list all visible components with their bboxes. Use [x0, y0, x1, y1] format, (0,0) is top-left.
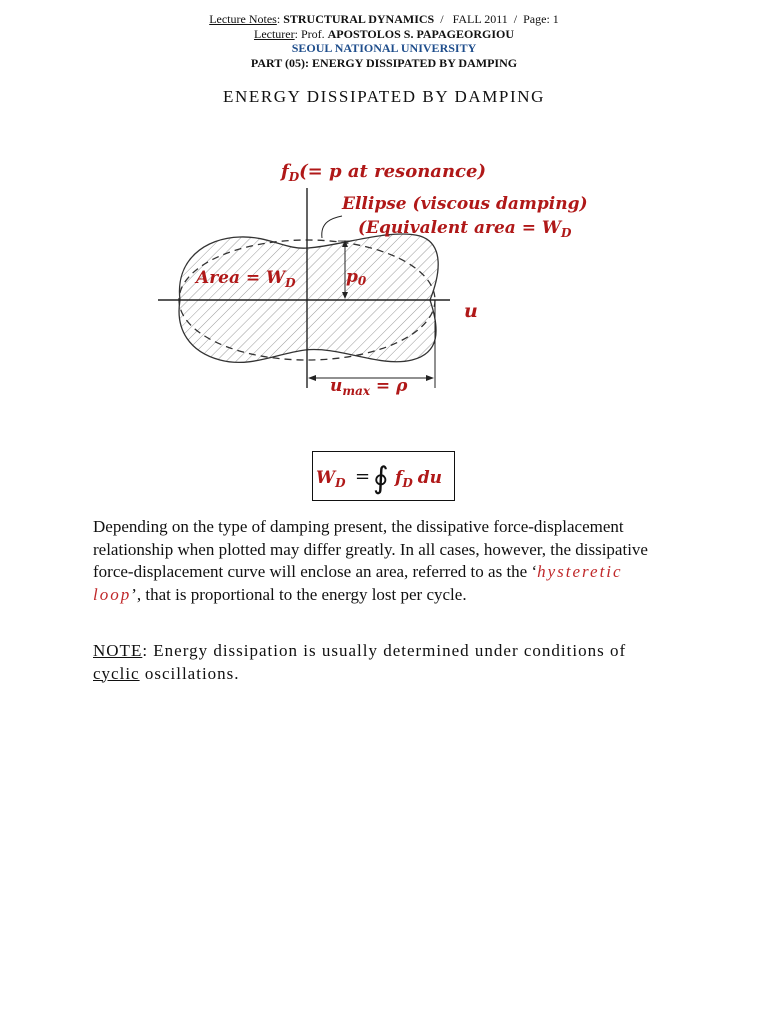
contour-integral-icon: ∮	[373, 461, 389, 496]
fd-axis-label: $f_D(= p$ at resonance)	[281, 161, 486, 184]
umax-label: $u_{max} = \rho$	[330, 376, 408, 398]
cyclic-term: cyclic	[93, 663, 140, 683]
area-label: Area = $W_D$	[196, 268, 296, 290]
p0-label: p0	[346, 267, 367, 288]
note-paragraph: NOTE: Energy dissipation is usually determined under conditions of cyclic oscillations.	[93, 641, 627, 683]
term: FALL 2011	[452, 12, 508, 26]
energy-equation	[313, 452, 454, 500]
svg-text:fDdu: $f_D$ du	[395, 468, 442, 490]
university: SEOUL NATIONAL UNIVERSITY	[291, 41, 477, 55]
ellipse-label-line1: Ellipse (viscous damping)	[342, 194, 588, 214]
lecturer-label: Lecturer	[253, 26, 295, 41]
part-title: PART (05): ENERGY DISSIPATED BY DAMPING	[250, 55, 518, 70]
note-label: NOTE	[93, 641, 143, 660]
lecturer-title: Prof.	[300, 26, 325, 41]
course-name: STRUCTURAL DYNAMICS	[283, 12, 435, 26]
notes-label: Lecture Notes	[209, 12, 277, 26]
paragraph-hysteretic-loop: Depending on the type of damping present, the dissipative force-displacement relationship when plotted may differ greatly. In all cases, however, the dissipative force-displacement curve will enclose an area, referred to as the ‘hysteretic loop’, that is proportional to the energy lost per cycle.	[93, 517, 648, 604]
ellipse-label-line2: (Equivalent area = $W_D$	[358, 218, 572, 240]
header-line-1: Lecture Notes: STRUCTURAL DYNAMICS / FALL 2011 / Page: 1	[209, 12, 559, 26]
equation-box	[312, 451, 455, 501]
hysteretic-loop-term: hysteretic loop	[93, 562, 623, 604]
lecturer-name: APOSTOLOS S. PAPAGEORGIOU	[327, 26, 515, 41]
header-line-2: Lecturer: Prof. APOSTOLOS S. PAPAGEORGIOU	[253, 26, 515, 41]
page-header	[0, 12, 768, 70]
page-title: ENERGY DISSIPATED BY DAMPING	[222, 87, 546, 106]
svg-text:=: =	[355, 466, 371, 487]
hysteresis-diagram	[150, 150, 620, 410]
u-axis-label: u	[464, 300, 478, 322]
page-number: Page: 1	[523, 12, 559, 26]
svg-text:WD: $W_D$	[316, 468, 346, 490]
